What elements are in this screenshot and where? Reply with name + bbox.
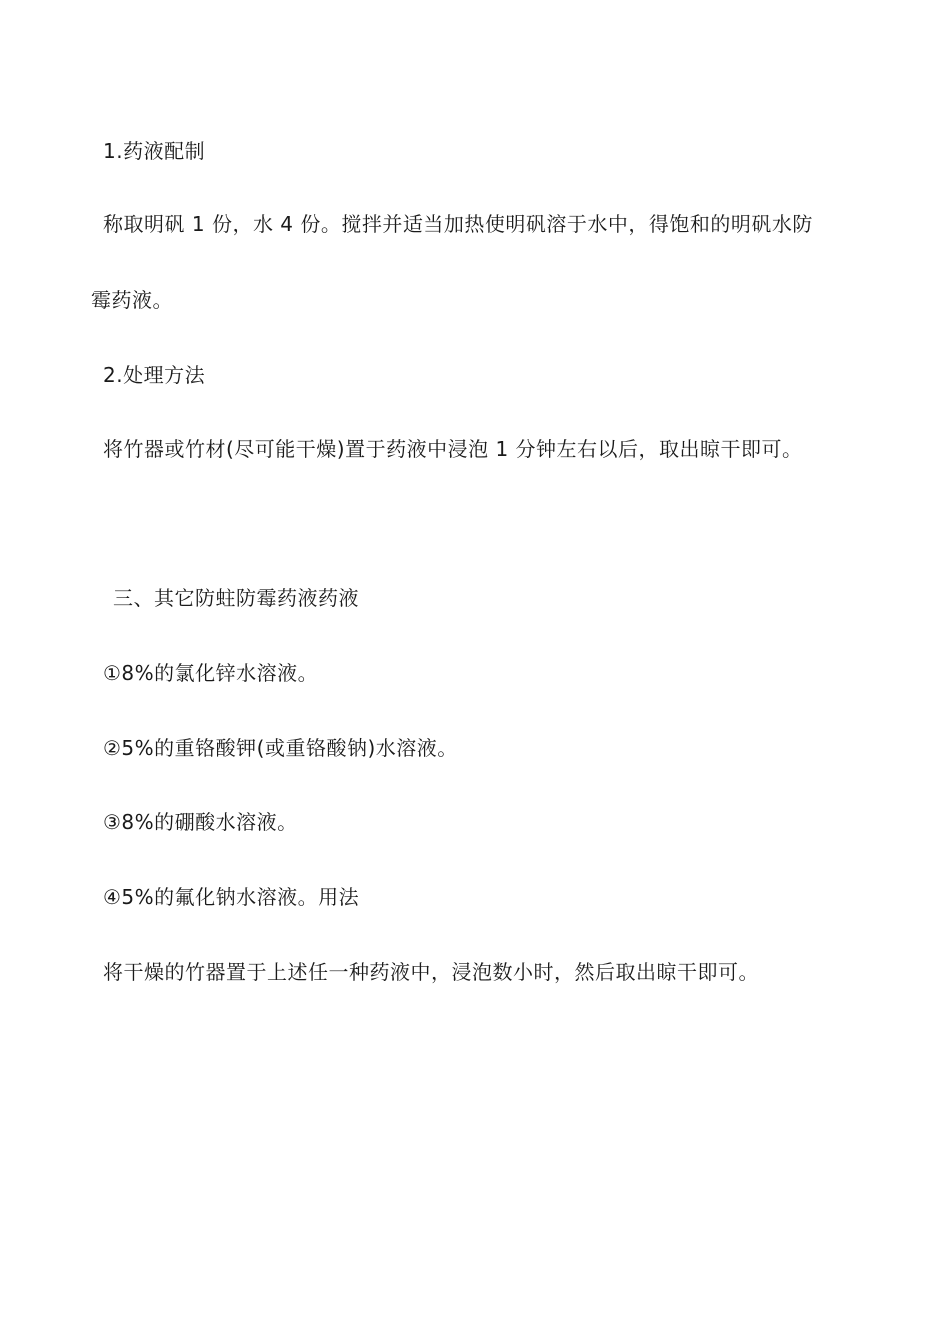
list-item-boric-acid: ③8%的硼酸水溶液。 [103,810,298,834]
heading-treatment-method: 2.处理方法 [103,363,206,387]
heading-solution-preparation: 1.药液配制 [103,139,206,163]
section-heading-other-solutions: 三、其它防蛀防霉药液药液 [113,586,359,610]
paragraph-alum-solution-continued: 霉药液。 [91,288,173,312]
paragraph-usage-instructions: 将干燥的竹器置于上述任一种药液中，浸泡数小时，然后取出晾干即可。 [103,960,759,984]
list-item-zinc-chloride: ①8%的氯化锌水溶液。 [103,661,319,685]
paragraph-alum-solution: 称取明矾 1 份，水 4 份。搅拌并适当加热使明矾溶于水中，得饱和的明矾水防 [103,212,813,236]
list-item-potassium-dichromate: ②5%的重铬酸钾(或重铬酸钠)水溶液。 [103,736,458,760]
paragraph-treatment-steps: 将竹器或竹材(尽可能干燥)置于药液中浸泡 1 分钟左右以后，取出晾干即可。 [103,437,803,461]
list-item-sodium-fluoride: ④5%的氟化钠水溶液。用法 [103,885,360,909]
